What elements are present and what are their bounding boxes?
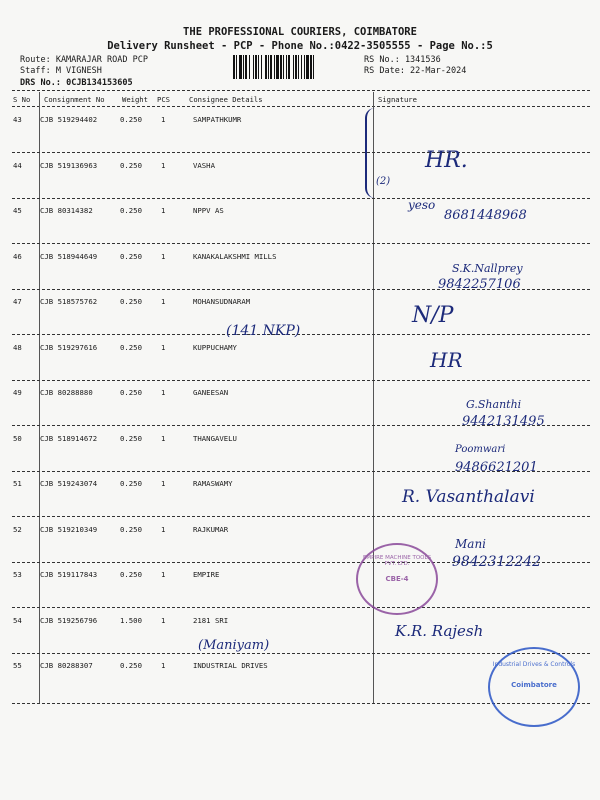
row-consignment: CJB 518575762 <box>40 297 98 306</box>
drs-label: DRS No.: <box>20 78 61 88</box>
handwritten-phone: 9842257106 <box>438 277 521 292</box>
row-separator <box>12 607 590 608</box>
runsheet-subtitle: Delivery Runsheet - PCP - Phone No.:0422-3505555 - Page No.:5 <box>107 40 493 52</box>
rs-date: RS Date: 22-Mar-2024 <box>364 66 467 76</box>
row-sno: 47 <box>13 297 22 306</box>
row-consignee: THANGAVELU <box>193 434 237 443</box>
drs-value: 0CJB134153605 <box>66 78 133 88</box>
handwritten-signature: G.Shanthi <box>466 398 522 411</box>
row-pcs: 1 <box>161 525 166 534</box>
row-weight: 0.250 <box>120 206 142 215</box>
handwritten-signature: HR <box>430 348 463 372</box>
handwritten-phone: 9442131495 <box>462 414 545 429</box>
row-consignee: MOHANSUDNARAM <box>193 297 251 306</box>
table-row <box>12 206 372 218</box>
handwritten-signature: Poomwari <box>455 444 506 455</box>
row-weight: 0.250 <box>120 570 142 579</box>
row-pcs: 1 <box>161 388 166 397</box>
handwritten-signature: yeso <box>408 198 436 212</box>
row-pcs: 1 <box>161 661 166 670</box>
col-weight-header: Weight <box>122 95 148 104</box>
row-consignment: CJB 519117843 <box>40 570 98 579</box>
table-row <box>12 434 372 446</box>
row-sno: 50 <box>13 434 22 443</box>
staff: Staff: M VIGNESH <box>20 66 102 76</box>
col-pcs-header: PCS <box>157 95 170 104</box>
row-consignment: CJB 518944649 <box>40 252 98 261</box>
row-separator <box>12 243 590 244</box>
row-sno: 51 <box>13 479 22 488</box>
table-row <box>12 616 372 628</box>
row-weight: 0.250 <box>120 388 142 397</box>
row-sno: 52 <box>13 525 22 534</box>
row-consignee: 2181 SRI <box>193 616 229 625</box>
col-signature-header: Signature <box>378 95 417 104</box>
handwritten-signature: S.K.Nallprey <box>452 262 523 275</box>
row-separator <box>12 152 590 153</box>
row-sno: 45 <box>13 206 22 215</box>
handwritten-signature: R. Vasanthalavi <box>402 487 535 507</box>
row-consignee: KANAKALAKSHMI MILLS <box>193 252 277 261</box>
handwritten-signature: K.R. Rajesh <box>395 622 484 640</box>
stamp-text: EMPIRE MACHINE TOOLS PVT. LTD. <box>362 555 432 567</box>
row-sno: 54 <box>13 616 22 625</box>
row-consignment: CJB 80288880 <box>40 388 93 397</box>
row-weight: 0.250 <box>120 343 142 352</box>
stamp-text: Industrial Drives & Controls <box>492 661 576 668</box>
row-weight: 0.250 <box>120 434 142 443</box>
row-sno: 43 <box>13 115 22 124</box>
row-consignee: SAMPATHKUMR <box>193 115 242 124</box>
table-row <box>12 343 372 355</box>
table-row <box>12 252 372 264</box>
handwritten-note: (141 NKP) <box>226 323 301 339</box>
col-sno-header: S No <box>13 95 31 104</box>
header-top-rule <box>12 90 590 91</box>
handwritten-phone: 9842312242 <box>452 554 542 570</box>
table-row <box>12 115 372 127</box>
row-pcs: 1 <box>161 206 166 215</box>
drs-number <box>20 78 133 88</box>
row-consignee: GANEESAN <box>193 388 229 397</box>
route: Route: KAMARAJAR ROAD PCP <box>20 55 148 65</box>
table-row <box>12 479 372 491</box>
row-weight: 0.250 <box>120 297 142 306</box>
table-row <box>12 570 372 582</box>
row-consignment: CJB 519243074 <box>40 479 98 488</box>
barcode-bar <box>314 55 316 79</box>
handwritten-note: (2) <box>376 176 391 187</box>
row-consignee: INDUSTRIAL DRIVES <box>193 661 268 670</box>
row-pcs: 1 <box>161 434 166 443</box>
row-weight: 0.250 <box>120 479 142 488</box>
col-consignee-header: Consignee Details <box>189 95 263 104</box>
row-consignment: CJB 519136963 <box>40 161 98 170</box>
row-sno: 49 <box>13 388 22 397</box>
row-consignment: CJB 519256796 <box>40 616 98 625</box>
row-consignment: CJB 80288307 <box>40 661 93 670</box>
handwritten-note: (Maniyam) <box>198 638 270 653</box>
row-sno: 44 <box>13 161 22 170</box>
row-weight: 0.250 <box>120 661 142 670</box>
row-consignment: CJB 518914672 <box>40 434 98 443</box>
row-consignee: VASHA <box>193 161 215 170</box>
row-weight: 0.250 <box>120 252 142 261</box>
row-consignment: CJB 519297616 <box>40 343 98 352</box>
row-consignee: NPPV AS <box>193 206 224 215</box>
stamp-center: CBE-4 <box>385 575 409 583</box>
table-row <box>12 525 372 537</box>
row-pcs: 1 <box>161 297 166 306</box>
row-sno: 48 <box>13 343 22 352</box>
handwritten-signature: HR. <box>425 148 468 173</box>
table-row <box>12 161 372 173</box>
row-consignment: CJB 519294402 <box>40 115 98 124</box>
barcode <box>233 55 358 79</box>
handwritten-phone: 9486621201 <box>455 460 538 475</box>
handwritten-signature: Mani <box>455 537 487 551</box>
row-pcs: 1 <box>161 343 166 352</box>
row-pcs: 1 <box>161 252 166 261</box>
company-stamp <box>356 543 438 615</box>
handwritten-signature: N/P <box>412 303 454 328</box>
row-consignee: EMPIRE <box>193 570 220 579</box>
header-bottom-rule <box>12 106 590 107</box>
row-sno: 53 <box>13 570 22 579</box>
row-consignment: CJB 80314382 <box>40 206 93 215</box>
row-sno: 46 <box>13 252 22 261</box>
row-consignment: CJB 519210349 <box>40 525 98 534</box>
row-separator <box>12 380 590 381</box>
table-row <box>12 297 372 309</box>
row-pcs: 1 <box>161 570 166 579</box>
table-row <box>12 661 372 673</box>
stamp-center: Coimbatore <box>511 681 557 689</box>
row-consignee: RAMASWAMY <box>193 479 233 488</box>
row-pcs: 1 <box>161 115 166 124</box>
row-separator <box>12 198 590 199</box>
row-pcs: 1 <box>161 161 166 170</box>
row-weight: 1.500 <box>120 616 142 625</box>
row-separator <box>12 516 590 517</box>
row-weight: 0.250 <box>120 161 142 170</box>
row-weight: 0.250 <box>120 525 142 534</box>
handwritten-phone: 8681448968 <box>444 208 527 223</box>
company-stamp <box>488 647 580 727</box>
col-consignment-header: Consignment No <box>44 95 105 104</box>
rs-number: RS No.: 1341536 <box>364 55 441 65</box>
row-weight: 0.250 <box>120 115 142 124</box>
row-pcs: 1 <box>161 616 166 625</box>
row-consignee: RAJKUMAR <box>193 525 229 534</box>
table-row <box>12 388 372 400</box>
row-sno: 55 <box>13 661 22 670</box>
row-pcs: 1 <box>161 479 166 488</box>
company-title: THE PROFESSIONAL COURIERS, COIMBATORE <box>183 26 417 38</box>
row-separator <box>12 653 590 654</box>
row-separator <box>12 334 590 335</box>
row-consignee: KUPPUCHAMY <box>193 343 237 352</box>
